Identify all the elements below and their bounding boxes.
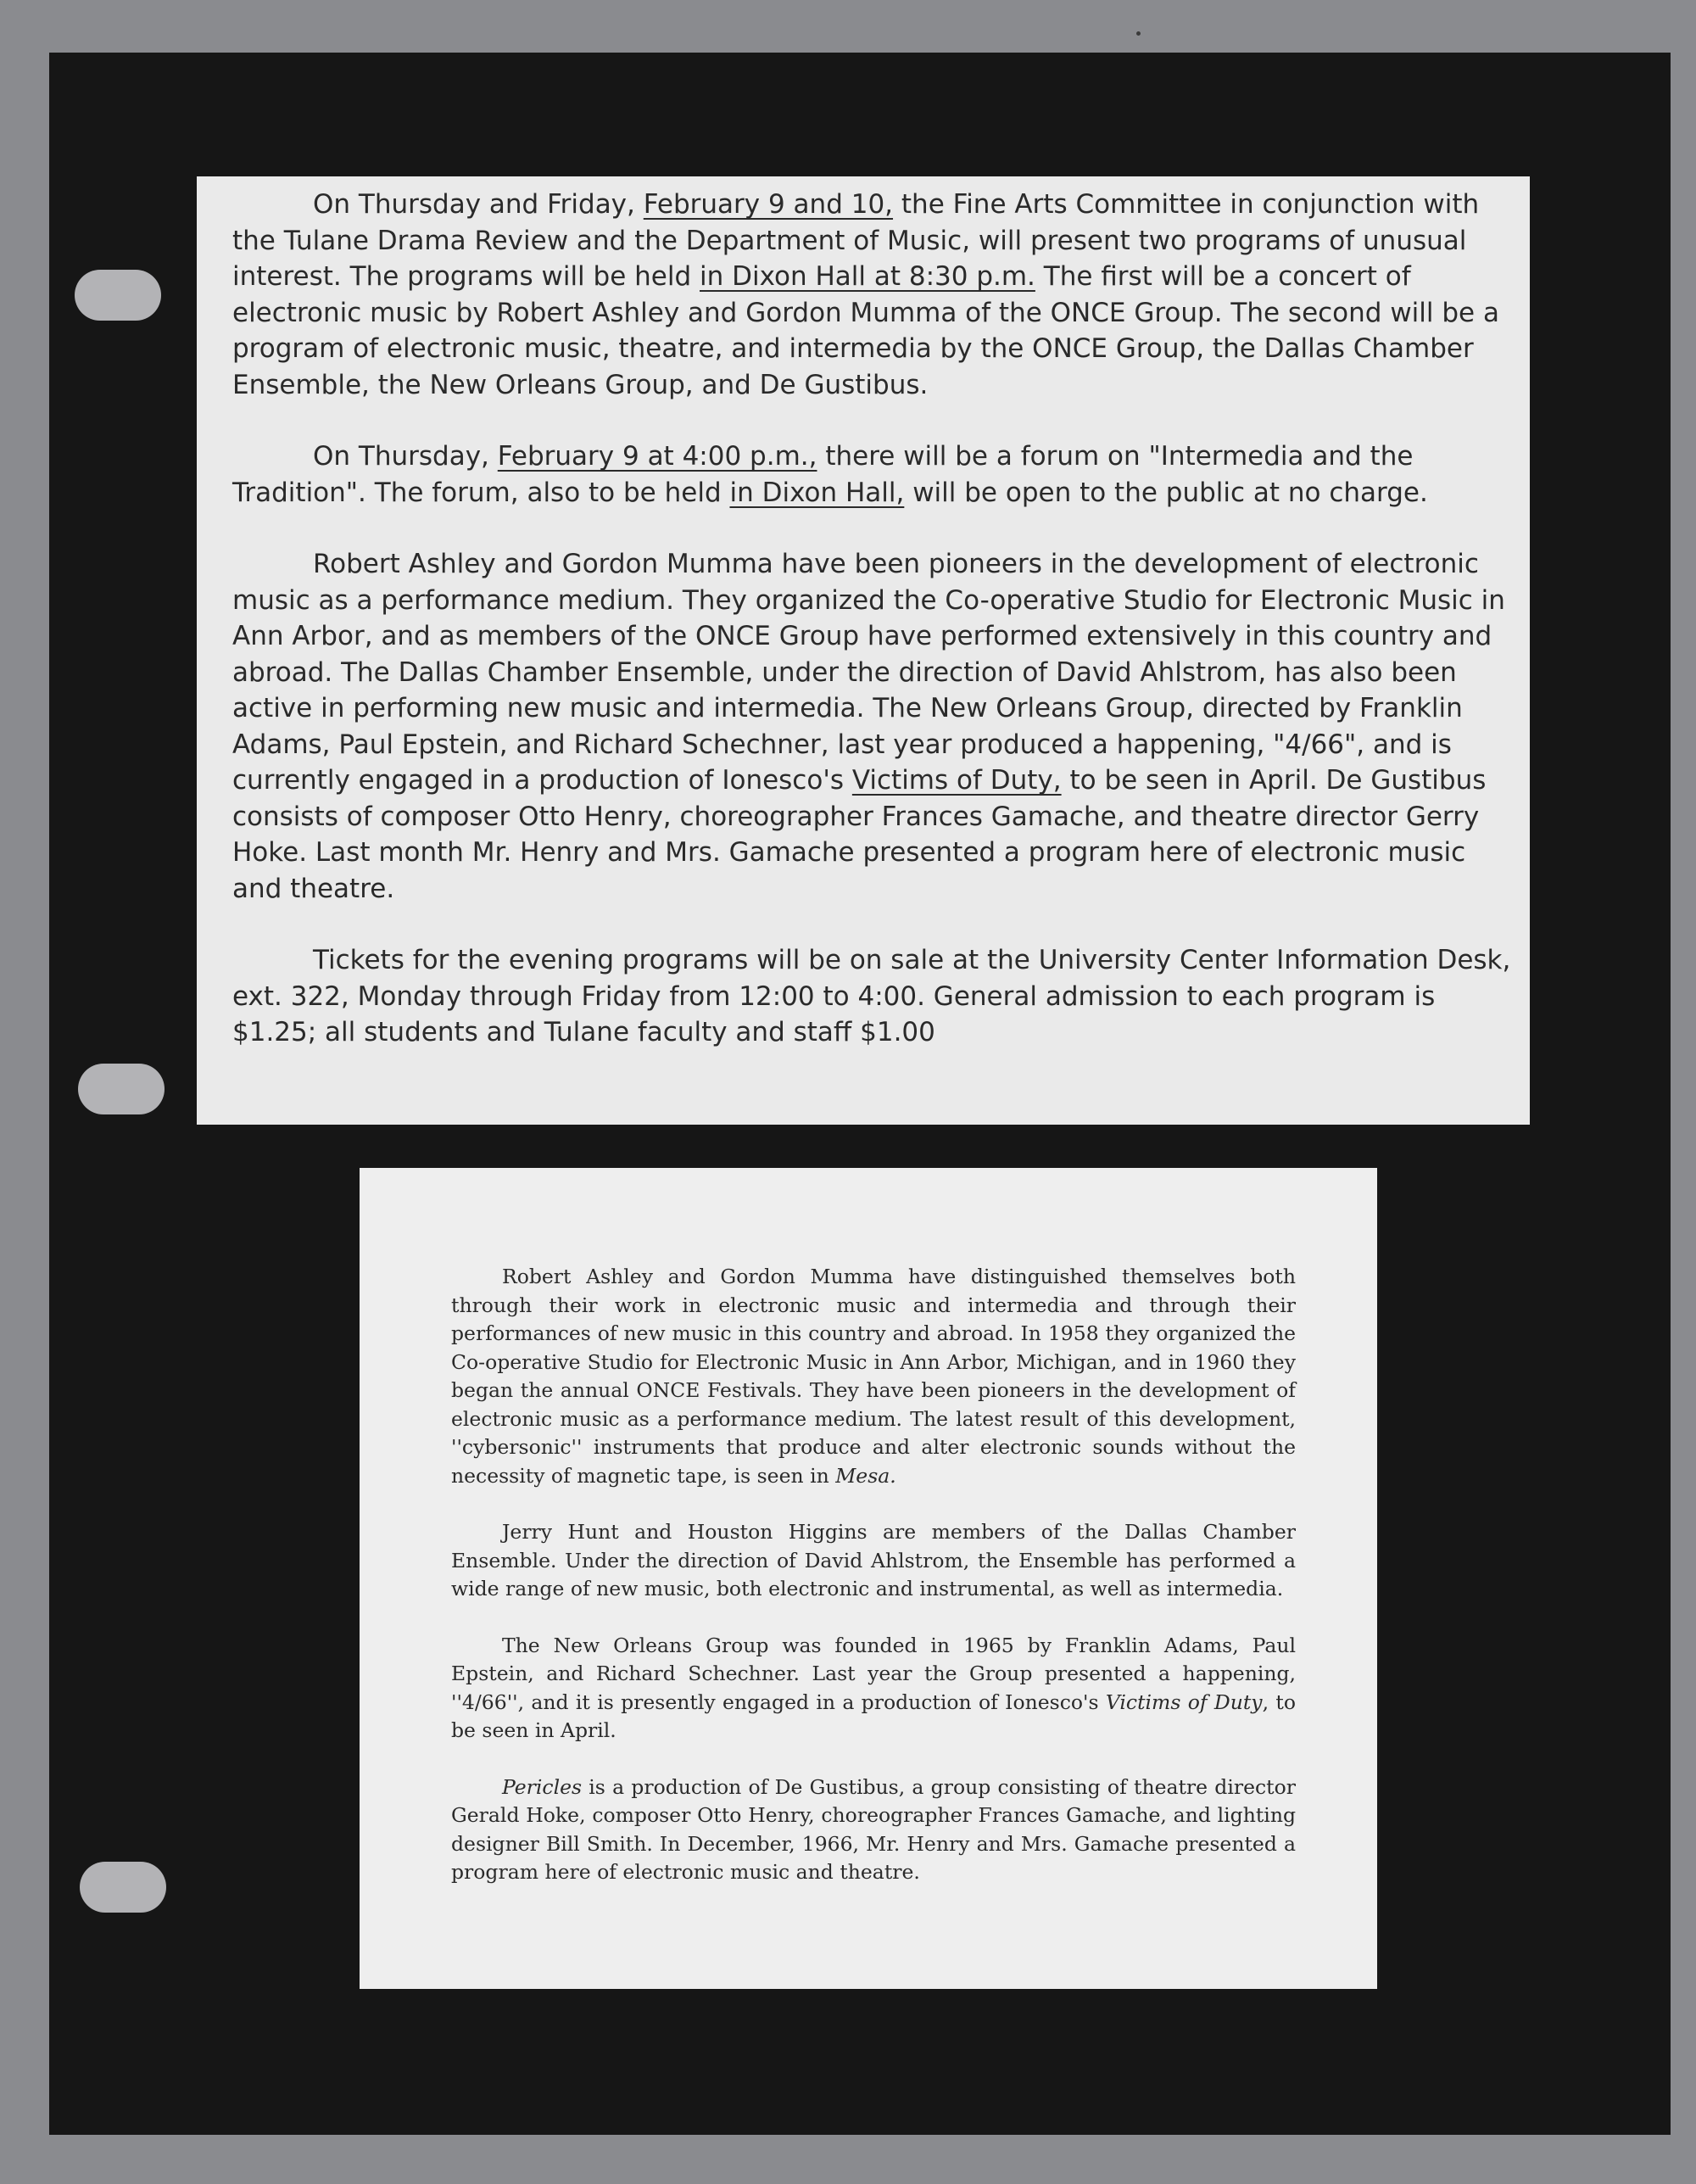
program-p1-text: Robert Ashley and Gordon Mumma have distinguished themselves both through their work in electronic music and intermedia and through their performances of new music in this country and abroad. In 1958 they organized the Co-operative Studio for Electronic Music in Ann Arbor, Michigan, and in 1960 they began the annual ONCE Festivals. They have been pioneers in the development of electronic music as a performance medium. The latest result of this development, ''cybersonic'' instruments that produce and alter electronic sounds without the necessity of magnetic tape, is seen in [451, 1265, 1296, 1488]
program-paragraph-ashley-mumma [451, 1263, 1296, 1490]
notice-p2-text: will be open to the public at no charge. [904, 477, 1428, 508]
program-p3-text: , to be seen in April. [451, 1690, 1296, 1742]
binder-punch-hole-bottom [80, 1862, 166, 1913]
dust-speck [1136, 31, 1141, 36]
program-paragraph-new-orleans [451, 1632, 1296, 1746]
notice-date-underlined: February 9 and 10, [643, 189, 894, 220]
notice-paragraph-forum [232, 438, 1513, 511]
program-work-title-pericles: Pericles [502, 1774, 583, 1799]
program-notes-sheet [360, 1168, 1377, 1989]
program-p3-text: The New Orleans Group was founded in 1965 by Franklin Adams, Paul Epstein, and Richard Schechner. Last year the Group presented a happening, ''4/66'', and it is presently engaged in a production of Ionesco's [451, 1633, 1296, 1714]
notice-paragraph-programs [232, 187, 1513, 403]
program-paragraph-dallas: Jerry Hunt and Houston Higgins are members of the Dallas Chamber Ensemble. Under the direction of David Ahlstrom, the Ensemble has performed a wide range of new music, both electronic and instrumental, as well as intermedia. [451, 1520, 1296, 1600]
notice-p3-text: to be seen in April. De Gustibus consists of composer Otto Henry, choreographer Frances Gamache, and theatre director Gerry Hoke. Last month Mr. Henry and Mrs. Gamache presented a program here of electronic music and theatre. [232, 765, 1487, 904]
notice-venue-underlined: in Dixon Hall at 8:30 p.m. [700, 261, 1035, 292]
notice-p1-text: On Thursday and Friday, [313, 189, 644, 220]
notice-play-title-underlined: Victims of Duty, [851, 765, 1062, 796]
notice-p3-text: Robert Ashley and Gordon Mumma have been pioneers in the development of electronic music as a performance medium. They organized the Co-operative Studio for Electronic Music in Ann Arbor, and as members of the ONCE Group have performed extensively in this country and abroad. The Dallas Chamber Ensemble, under the direction of David Ahlstrom, has also been active in performing new music and intermedia. The New Orleans Group, directed by Franklin Adams, Paul Epstein, and Richard Schechner, last year produced a happening, "4/66", and is currently engaged in a production of Ionesco's [232, 549, 1505, 796]
notice-forum-date-underlined: February 9 at 4:00 p.m., [497, 441, 817, 472]
notice-p1-text: The first will be a concert of electronic music by Robert Ashley and Gordon Mumma of the ONCE Group. The second will be a program of electronic music, theatre, and intermedia by the ONCE Group, the Dallas Chamber Ensemble, the New Orleans Group, and De Gustibus. [232, 261, 1499, 400]
program-play-title: Victims of Duty [1105, 1690, 1263, 1714]
press-notice-sheet [197, 176, 1530, 1125]
notice-forum-venue-underlined: in Dixon Hall, [729, 477, 905, 508]
program-work-title-mesa: Mesa. [835, 1463, 896, 1488]
program-paragraph-pericles [451, 1773, 1296, 1887]
notice-paragraph-performers [232, 546, 1513, 907]
binder-punch-hole-top [75, 270, 161, 321]
notice-p2-text: there will be a forum on "Intermedia and the Tradition". The forum, also to be held [232, 441, 1414, 508]
program-p4-text: is a production of De Gustibus, a group consisting of theatre director Gerald Hoke, composer Otto Henry, choreographer Frances Gamache, and lighting designer Bill Smith. In December, 1966, Mr. Henry and Mrs. Gamache presented a program here of electronic music and theatre. [451, 1774, 1296, 1884]
binder-punch-hole-middle [78, 1064, 165, 1114]
notice-p1-text: the Fine Arts Committee in conjunction with the Tulane Drama Review and the Department of Music, will present two programs of unusual interest. The programs will be held [232, 189, 1480, 292]
notice-p2-text: On Thursday, [313, 441, 498, 472]
notice-paragraph-tickets: Tickets for the evening programs will be on sale at the University Center Information Desk, ext. 322, Monday through Friday from 12:00 to 4:00. General admission to each program is $1.25; all students and Tulane faculty and staff $1.00 [232, 945, 1511, 1047]
